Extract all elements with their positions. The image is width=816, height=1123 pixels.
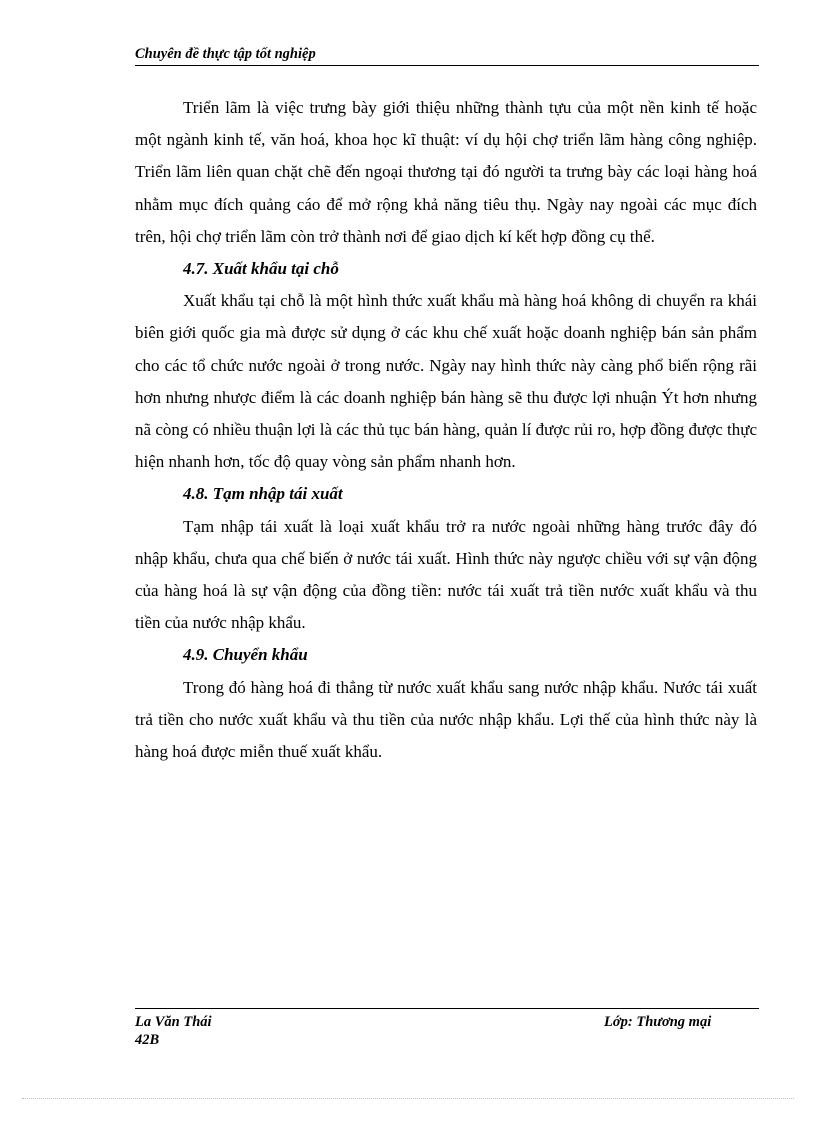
page-bottom-edge bbox=[22, 1098, 794, 1099]
page-header-title: Chuyên đề thực tập tốt nghiệp bbox=[135, 46, 316, 62]
footer-class-label: Lớp: Thương mại bbox=[604, 1014, 712, 1030]
heading-temporary-import-reexport: 4.8. Tạm nhập tái xuất bbox=[183, 484, 343, 504]
footer-author: La Văn Thái bbox=[135, 1014, 212, 1030]
heading-on-spot-export: 4.7. Xuất khẩu tại chỗ bbox=[183, 259, 339, 279]
paragraph-on-spot-export: Xuất khẩu tại chỗ là một hình thức xuất khẩu mà hàng hoá không di chuyển ra khái biên giới quốc gia mà được sử dụng ở các khu chế xuất hoặc doanh nghiệp bán sản phẩm cho các tổ chức nước ngoài ở trong nước. Ngày nay hình thức này càng phổ biến rộng rãi hơn nhưng nhược điểm là các doanh nghiệp bán hàng sẽ thu được lợi nhuận Ýt hơn nhưng nã còng có nhiều thuận lợi là các thủ tục bán hàng, quản lí được rủi ro, hợp đồng được thực hiện nhanh hơn, tốc độ quay vòng sản phẩm nhanh hơn. bbox=[135, 291, 757, 472]
paragraph-exhibition: Triển lãm là việc trưng bày giới thiệu những thành tựu của một nền kinh tế hoặc một ngành kinh tế, văn hoá, khoa học kĩ thuật: ví dụ hội chợ triển lãm hàng công nghiệp. Triển lãm liên quan chặt chẽ đến ngoại thương tại đó người ta trưng bày các loại hàng hoá nhằm mục đích quảng cáo để mở rộng khả năng tiêu thụ. Ngày nay ngoài các mục đích trên, hội chợ triển lãm còn trở thành nơi để giao dịch kí kết hợp đồng cụ thể. bbox=[135, 98, 757, 246]
header-divider bbox=[135, 65, 759, 66]
footer-divider bbox=[135, 1008, 759, 1009]
heading-transit-trade: 4.9. Chuyển khẩu bbox=[183, 645, 308, 665]
paragraph-transit-trade: Trong đó hàng hoá đi thẳng từ nước xuất khẩu sang nước nhập khẩu. Nước tái xuất trả tiền cho nước xuất khẩu và thu tiền của nước nhập khẩu. Lợi thế của hình thức này là hàng hoá được miễn thuế xuất khẩu. bbox=[135, 677, 757, 762]
footer-author-block bbox=[135, 1013, 212, 1049]
document-body bbox=[135, 92, 757, 768]
paragraph-temporary-import-reexport: Tạm nhập tái xuất là loại xuất khẩu trở ra nước ngoài những hàng trước đây đó nhập khẩu, chưa qua chế biến ở nước tái xuất. Hình thức này ngược chiều với sự vận động của hàng hoá là sự vận động của đồng tiền: nước tái xuất trả tiền nước xuất khẩu và thu tiền của nước nhập khẩu. bbox=[135, 516, 757, 633]
footer-class-code: 42B bbox=[135, 1032, 160, 1048]
